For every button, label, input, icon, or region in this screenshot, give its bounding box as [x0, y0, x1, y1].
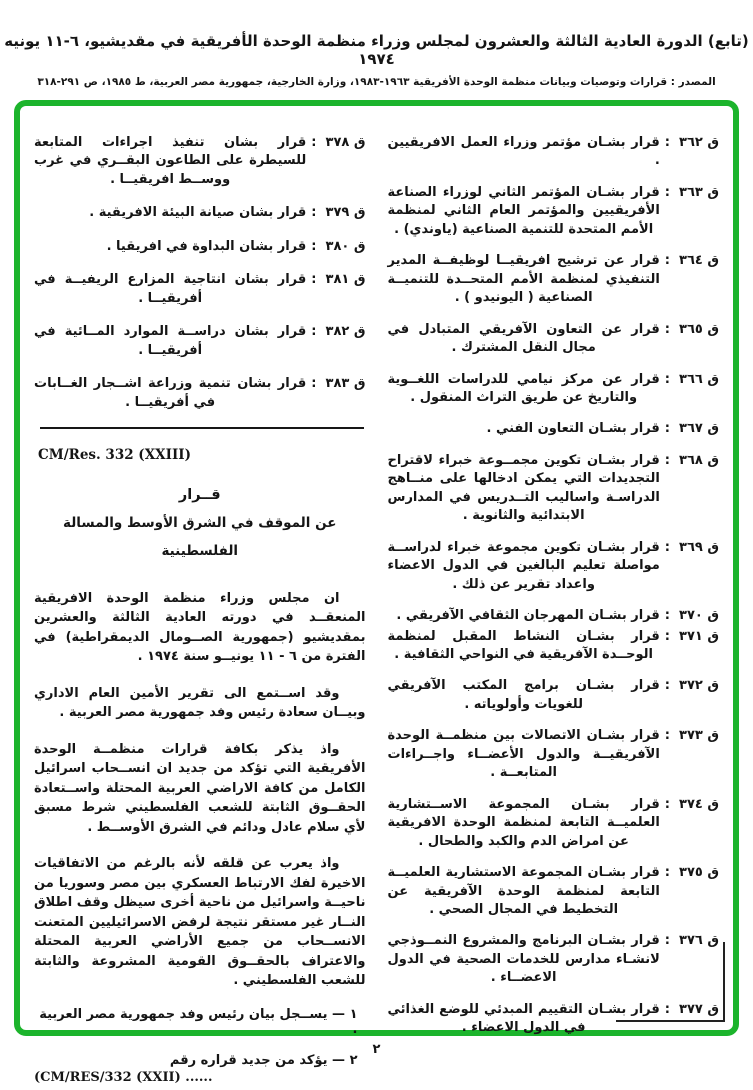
separator: : — [664, 452, 670, 468]
resolution-number: ق ٣٨٠ — [325, 238, 366, 254]
separator: : — [311, 238, 317, 254]
resolution-text: قرار بشـان تكوين مجمــوعة خبراء لاقتراح التجديدات التي يمكن ادخالها على منــاهج الدراسـة واساليب التــدريس في المدارس الابتدائية والثانوية . — [387, 452, 660, 524]
resolution-text: قرار بشان دراســة الموارد المــائية في أفريقيــا . — [34, 324, 307, 358]
separator: : — [311, 135, 317, 150]
resolution-item — [388, 371, 720, 408]
resolution-item — [34, 323, 366, 360]
resolution-text: قرار بشـان المؤتمر الثاني لوزراء الصناعة الأفريقيين والمؤتمر العام الثاني لمنظمة الأمم المتحدة للتنمية الصناعية (ياوندي) . — [387, 184, 660, 237]
resolution-text: قرار بشـان الاتصالات بين منظمــة الوحدة الآفريقيــة والدول الأعضــاء واجــراءات المتابعــة . — [387, 728, 660, 781]
resolution-number: ق ٣٧٦ — [679, 933, 719, 949]
resolution-number: ق ٣٦٣ — [679, 184, 719, 200]
resolution-text: قرار بشان البداوة في افريقيا . — [106, 238, 307, 254]
separator: : — [664, 678, 670, 694]
separator: : — [311, 324, 317, 340]
separator: : — [664, 865, 670, 881]
resolution-text: قرار بشـان المهرجان الثقافي الآفريقي . — [396, 608, 660, 624]
resolution-number: ق ٣٦٦ — [679, 371, 719, 387]
resolution-number: ق ٣٧١ — [679, 628, 719, 644]
separator: : — [664, 539, 670, 555]
separator: : — [664, 728, 670, 744]
resolution-number: ق ٣٨٢ — [325, 324, 366, 340]
resolution-number: ق ٣٧٠ — [679, 608, 719, 624]
title-subject: عن الموقف في الشرق الأوسط والمسالة — [63, 514, 337, 531]
separator: : — [664, 421, 670, 437]
resolution-item — [34, 134, 366, 189]
page-header — [0, 32, 753, 88]
resolution-number: ق ٣٧٤ — [679, 796, 719, 812]
resolution-text: قرار بشـان تكوين مجموعة خبراء لدراســة مواصلة تعليم البالغين في الدول الاعضاء واعداد تقرير عن ذلك . — [387, 539, 660, 592]
separator: : — [664, 135, 670, 150]
resolution-item — [388, 796, 720, 851]
resolution-reference-footnote: (CM/RES/332 (XXII) ...... — [34, 1069, 213, 1085]
resolution-number: ق ٣٨١ — [325, 272, 366, 288]
separator: : — [664, 628, 670, 644]
separator: : — [311, 205, 317, 221]
resolution-item — [34, 238, 366, 256]
resolution-number: ق ٣٦٥ — [679, 321, 719, 337]
resolution-number: ق ٣٧٩ — [325, 205, 366, 221]
resolution-text: قرار بشـان المجموعة الاستشارية العلميــة التابعة لمنظمة الوحدة الآفريقية عن التخطيط في المجال الصحي . — [387, 865, 660, 917]
resolution-item — [34, 375, 366, 412]
resolution-item — [388, 321, 720, 358]
section-divider — [40, 427, 364, 429]
resolution-number: ق ٣٧٥ — [679, 865, 719, 881]
resolution-item — [388, 539, 720, 594]
separator: : — [664, 933, 670, 949]
page-number: ٢ — [372, 1042, 381, 1057]
resolution-number: ق ٣٦٧ — [679, 421, 719, 437]
separator: : — [311, 272, 317, 288]
separator: : — [311, 376, 317, 392]
scan-frame-artifact-horizontal — [616, 1020, 725, 1022]
scan-frame-artifact-vertical — [723, 942, 725, 1022]
resolution-number: ق ٣٦٤ — [679, 253, 719, 269]
resolution-number: ق ٣٦٨ — [679, 452, 719, 468]
resolution-item — [388, 727, 720, 782]
resolution-item — [388, 864, 720, 919]
resolution-text: قرار بشان تنمية وزراعة اشــجار الغــابات في أفريقيــا . — [34, 376, 307, 410]
paragraph: واذ يذكر بكافة قرارات منظمــة الوحدة الأفريقية التي تؤكد من جديد ان انســحاب اسرائيل الكامل من كافة الاراضي العربية المحتلة واســتعادة الحقــوق الثابتة للشعب الفلسطيني شرط مسبق لأي سلام عادل ودائم في الشرق الأوســط . — [34, 741, 366, 835]
resolution-text: قرار بشـان النشاط المقبل لمنظمة الوحــدة الآفريقية في النواحي الثقافية . — [387, 628, 660, 662]
separator: : — [664, 253, 670, 269]
resolution-text: قرار بشان صيانة البيئة الافريقية . — [89, 205, 307, 221]
resolution-number: ق ٣٧٧ — [679, 1001, 719, 1017]
separator: : — [664, 184, 670, 200]
resolution-item — [388, 628, 720, 665]
resolution-number: ق ٣٦٢ — [679, 135, 719, 150]
numbered-point: ٢ — يؤكد من جديد قراره رقم — [169, 1052, 358, 1068]
separator: : — [664, 1001, 670, 1017]
resolution-number: ق ٣٨٣ — [325, 376, 366, 392]
paragraph: وقد اســتمع الى تقرير الأمين العام الاداري وبيــان سعادة رئيس وفد جمهورية مصر العربية . — [34, 685, 366, 721]
separator: : — [664, 321, 670, 337]
resolution-text: قرار بشـان برامج المكتب الآفريقي للغويات وأولوياته . — [387, 678, 660, 712]
resolution-item — [388, 184, 720, 239]
separator: : — [664, 608, 670, 624]
resolution-text: قرار عن ترشيح افريقيــا لوظيفــة المدير التنفيذي لمنظمة الأمم المتحــدة للتنميــة الصناعية ( اليونيدو ) . — [387, 253, 660, 306]
resolution-text: قرار بشـان التقييم المبدئي للوضع الغذائي في الدول الاعضاء . — [387, 1001, 660, 1036]
resolution-text: قرار بشان انتاجية المزارع الريفيــة في أفريقيــا . — [34, 272, 307, 306]
title-subject2: الفلسطينية — [161, 542, 239, 559]
resolution-item — [388, 932, 720, 987]
resolution-number: ق ٣٦٩ — [679, 539, 719, 555]
resolution-text: قرار بشـان المجموعة الاســتشارية العلميــة التابعة لمنظمة الوحدة الافريقية عن امراض الدم والكبد والطحال . — [387, 796, 660, 849]
resolution-item — [388, 252, 720, 307]
source-line: المصدر : قرارات وتوصيات وبيانات منظمة الوحدة الأفريقية ١٩٦٣-١٩٨٣، وزارة الخارجية، جمهورية مصر العربية، ط ١٩٨٥، ص ٢٩١-٣١٨ — [37, 76, 716, 88]
resolution-item — [388, 452, 720, 526]
resolution-reference: CM/Res. 332 (XXIII) — [38, 446, 191, 463]
resolution-text: قرار بشـان البرنامج والمشروع النمــوذجي لانشـاء مدارس للخدمات الصحية في الدول الاعضــاء . — [387, 933, 660, 986]
resolution-number: ق ٣٧٣ — [679, 728, 719, 744]
resolution-item — [388, 607, 720, 625]
paragraph: واذ يعرب عن قلقه لأنه بالرغم من الاتفاقيات الاخيرة لفك الارتباط العسكري بين مصر وسوريا من ناحيــة واسرائيل من ناحية أخرى سيظل وقف اطلاق النــار غير مستقر نتيجة لرفض الاسرائيليين المتعنت الانســحاب من جميع الأراضي العربية المحتلة والاعتراف بالحقــوق القومية المشروعة والثابتة للشعب الفلسطيني . — [34, 856, 366, 989]
highlight-border — [14, 100, 739, 1085]
resolution-item — [388, 420, 720, 438]
numbered-point: ١ — يســجل بيان رئيس وفد جمهورية مصر العربية . — [39, 1006, 358, 1037]
resolution-number: ق ٣٧٢ — [679, 678, 719, 694]
title-word: قــرار — [178, 486, 221, 503]
resolution-text: قرار بشـان مؤتمر وزراء العمل الافريقيين . — [387, 135, 660, 169]
session-title: (تابع) الدورة العادية الثالثة والعشرون لمجلس وزراء منظمة الوحدة الأفريقية في مقديشيو، ٦-١١ يونيه ١٩٧٤ — [4, 32, 749, 68]
resolution-item — [34, 204, 366, 222]
separator: : — [664, 796, 670, 812]
two-column-layout — [20, 106, 733, 1085]
resolution-text: قرار بشان تنفيذ اجراءات المتابعة للسيطرة على الطاعون البقــري في غرب ووســط افريقيــا . — [34, 135, 307, 187]
resolution-text: قرار عن مركز نيامي للدراسات اللغــوية والتاريخ عن طريق التراث المنقول . — [387, 371, 660, 405]
column-left — [34, 134, 366, 1085]
resolution-item — [34, 271, 366, 308]
resolution-text: قرار بشـان التعاون الفني . — [486, 421, 660, 437]
resolution-item — [388, 134, 720, 171]
resolution-item — [388, 677, 720, 714]
column-right — [387, 134, 720, 1036]
paragraph: ان مجلس وزراء منظمة الوحدة الافريقية المنعقــد في دورته العادية الثالثة والعشرين بمقديشيو (جمهورية الصــومال الديمقراطية) في الفترة من ٦ - ١١ يونيــو سنة ١٩٧٤ . — [34, 590, 366, 665]
resolution-text: قرار عن التعاون الآفريقي المتبادل في مجال النقل المشترك . — [387, 321, 660, 356]
resolution-title — [34, 487, 366, 559]
separator: : — [664, 371, 670, 387]
resolution-number: ق ٣٧٨ — [325, 135, 366, 150]
